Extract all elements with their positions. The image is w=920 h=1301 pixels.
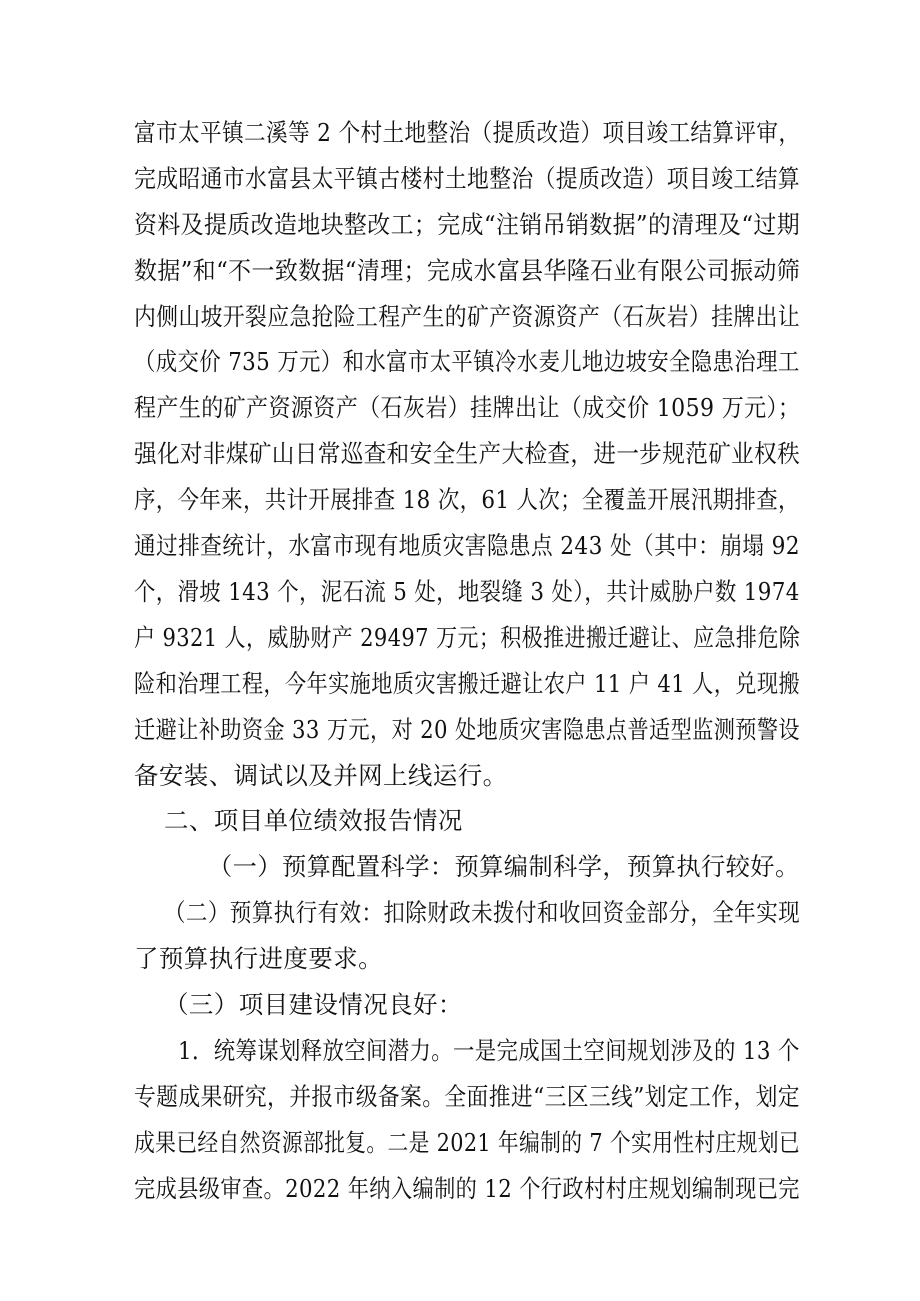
body-text-line: 了预算执行进度要求。 (134, 944, 383, 973)
body-text-line: 迁避让补助资金 33 万元，对 20 处地质灾害隐患点普适型监测预警设 (134, 715, 800, 744)
body-text-line: 个，滑坡 143 个，泥石流 5 处，地裂缝 3 处），共计威胁户数 1974 (134, 577, 800, 606)
numbered-paragraph: 1．统筹谋划释放空间潜力。一是完成国土空间规划涉及的 13 个 (178, 1036, 800, 1065)
body-text-line: 富市太平镇二溪等 2 个村土地整治（提质改造）项目竣工结算评审， (134, 118, 801, 147)
subsection-heading: （三）项目建设情况良好： (164, 990, 463, 1019)
body-text-line: 完成县级审查。2022 年纳入编制的 12 个行政村村庄规划编制现已完 (134, 1174, 800, 1203)
body-text-line: 资料及提质改造地块整改工；完成“注销吊销数据”的清理及“过期 (134, 210, 801, 239)
body-text-line: 序，今年来，共计开展排查 18 次，61 人次；全覆盖开展汛期排查， (134, 485, 800, 514)
body-text-line: 程产生的矿产资源资产（石灰岩）挂牌出让（成交价 1059 万元）； (134, 393, 801, 422)
subsection-heading: （一）预算配置科学：预算编制科学，预算执行较好。 (208, 852, 800, 881)
body-text-line: 强化对非煤矿山日常巡查和安全生产大检查，进一步规范矿业权秩 (134, 439, 801, 468)
body-text-line: 内侧山坡开裂应急抢险工程产生的矿产资源资产（石灰岩）挂牌出让 (134, 302, 800, 331)
body-text-line: （成交价 735 万元）和水富市太平镇冷水麦儿地边坡安全隐患治理工 (134, 347, 800, 376)
body-text-line: 通过排查统计，水富市现有地质灾害隐患点 243 处（其中：崩塌 92 (134, 531, 800, 560)
body-text-line: 完成昭通市水富县太平镇古楼村土地整治（提质改造）项目竣工结算 (134, 164, 800, 193)
subsection-heading: （二）预算执行有效：扣除财政未拨付和收回资金部分，全年实现 (164, 898, 801, 927)
body-text-line: 备安装、调试以及并网上线运行。 (134, 761, 508, 790)
body-text-line: 专题成果研究，并报市级备案。全面推进“三区三线”划定工作，划定 (134, 1082, 800, 1111)
section-heading: 二、项目单位绩效报告情况 (164, 806, 463, 835)
body-text-line: 险和治理工程，今年实施地质灾害搬迁避让农户 11 户 41 人，兑现搬 (134, 669, 800, 698)
body-text-line: 数据”和“不一致数据“清理；完成水富县华隆石业有限公司振动筛 (134, 256, 801, 285)
body-text-line: 户 9321 人，威胁财产 29497 万元；积极推进搬迁避让、应急排危除 (134, 623, 801, 652)
body-text-line: 成果已经自然资源部批复。二是 2021 年编制的 7 个实用性村庄规划已 (134, 1128, 800, 1157)
